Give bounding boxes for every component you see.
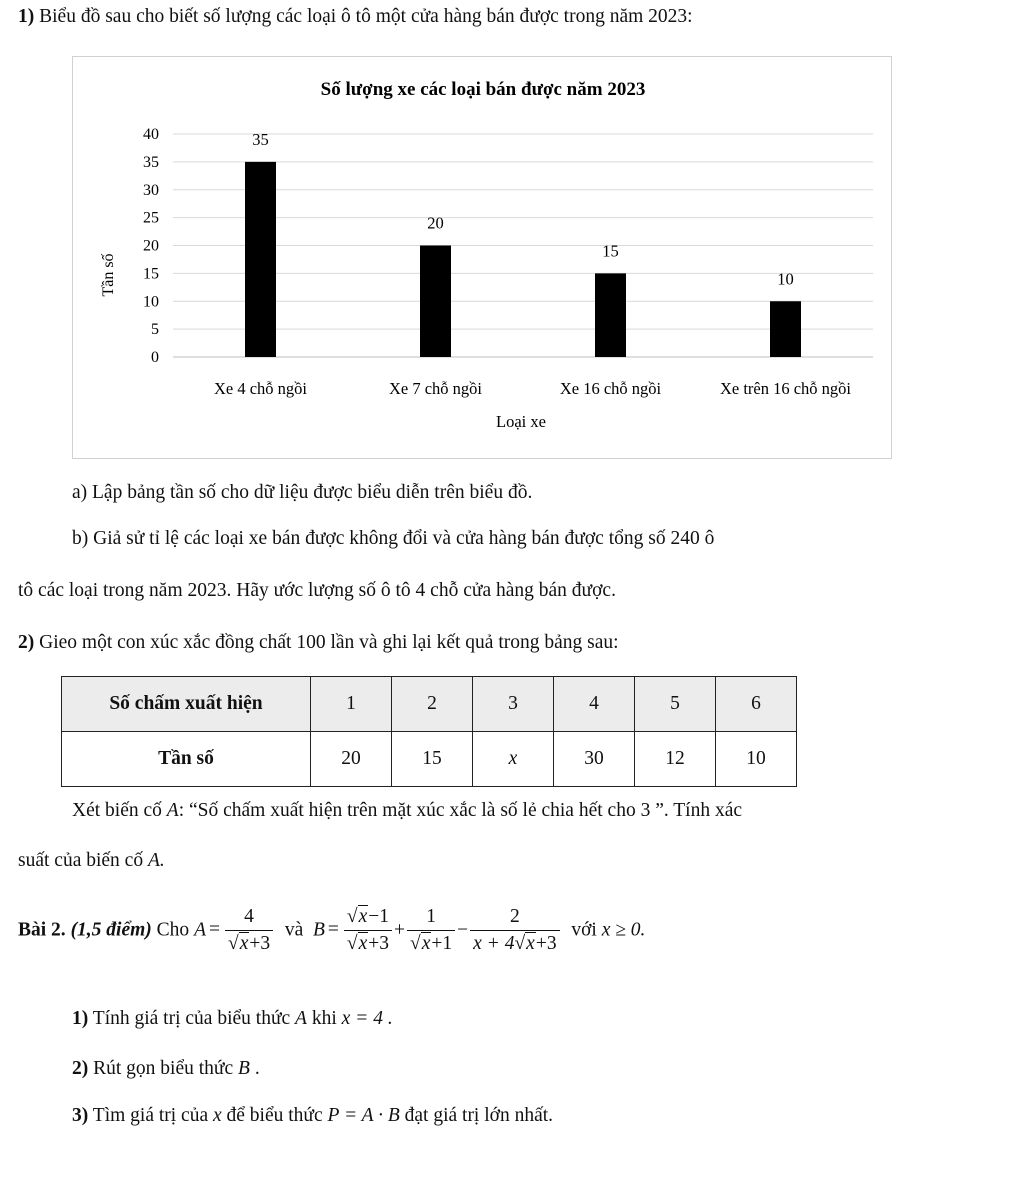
y-tick-label: 35 [143,153,159,171]
den-term: +3 [368,933,390,955]
fraction-denominator [344,931,392,955]
sqrt-symbol: √x [346,933,368,955]
item-var: x [213,1105,222,1126]
table-header-cell: 5 [635,677,716,732]
equals-sign: = [208,919,220,941]
bai2-points: (1,5 điểm) [70,919,152,941]
y-tick-label: 40 [143,126,159,143]
sqrt-symbol: √x [514,933,535,955]
data-label: 10 [777,269,794,289]
table-cell: 12 [635,732,716,787]
fraction-numerator: 1 [407,906,455,931]
bai2-item-1 [72,1008,393,1030]
table-header-row [62,677,797,732]
event-text: : “Số chấm xuất hiện trên mặt xúc xắc là số lẻ chia hết cho 3 ”. Tính xác [178,800,743,821]
minus-sign: − [457,919,469,941]
item-text: khi [306,1008,342,1029]
x-tick-label: Xe 4 chỗ ngồi [213,379,308,398]
fraction-B3 [470,906,559,956]
y-axis-label: Tần số [100,253,117,297]
sqrt-symbol: √x [410,933,431,955]
q1-part-b-line2: tô các loại trong năm 2023. Hãy ước lượng số ô tô 4 chỗ cửa hàng bán được. [18,580,616,601]
fraction-denominator [407,931,455,955]
y-tick-label: 30 [143,181,159,199]
item-label: 2) [72,1058,89,1079]
bai2-va: và [284,919,304,941]
den-term: x + 4 [473,933,515,955]
expr-A: A [194,919,206,941]
item-text: đạt giá trị lớn nhất. [399,1105,554,1126]
x-axis-label: Loại xe [496,412,546,431]
fraction-numerator: 4 [225,906,273,931]
bar-chart-svg [73,57,893,460]
y-tick-label: 5 [151,321,159,339]
data-label: 15 [602,241,619,261]
table-row-label: Tần số [62,732,311,787]
q1-intro-text: Biểu đồ sau cho biết số lượng các loại ô tô một cửa hàng bán được trong năm 2023: [39,6,693,27]
event-text: suất của biến cố [18,850,148,871]
item-text: . [249,1058,260,1079]
radicand: x [526,933,535,955]
event-var: A. [147,850,165,871]
sqrt-symbol: √x [227,933,249,955]
data-label: 20 [427,213,444,233]
bai2-cho: Cho [156,919,190,941]
fraction-denominator [470,931,559,955]
table-cell: 20 [311,732,392,787]
data-label: 35 [252,129,269,149]
chart-title: Số lượng xe các loại bán được năm 2023 [320,79,646,100]
q2-intro [18,632,619,654]
x-tick-label: Xe 16 chỗ ngồi [559,379,662,398]
bar [420,246,451,358]
bar [770,301,801,357]
q1-part-b-line1: b) Giả sử tỉ lệ các loại xe bán được không đổi và cửa hàng bán được tổng số 240 ô [72,528,715,549]
item-var: B [238,1058,250,1079]
y-tick-label: 20 [143,237,159,255]
y-tick-label: 10 [143,293,159,311]
item-label: 1) [72,1008,89,1029]
radicand: x [358,906,368,927]
x-tick-label: Xe trên 16 chỗ ngồi [719,379,852,398]
bai2-title: Bài 2. [18,919,66,941]
table-header-cell: 6 [716,677,797,732]
bai2-item-2 [72,1058,260,1080]
den-term: +3 [535,933,557,955]
dice-frequency-table [61,676,797,787]
event-var: A [166,800,179,821]
table-header-cell: 1 [311,677,392,732]
item-text: Tính giá trị của biểu thức [92,1008,296,1029]
fraction-denominator [225,931,273,955]
item-text: để biểu thức [221,1105,328,1126]
fraction-numerator: 2 [470,906,559,931]
den-term: +1 [431,933,453,955]
bai2-condition: x ≥ 0. [601,919,646,941]
radicand: x [239,933,249,955]
equals-sign: = [327,919,339,941]
table-cell: 15 [392,732,473,787]
den-term: +3 [249,933,271,955]
q1-part-a: a) Lập bảng tần số cho dữ liệu được biểu diễn trên biểu đồ. [72,482,533,503]
item-expr: x = 4 . [341,1008,393,1029]
bar-chart [72,56,892,459]
fraction-A [225,906,273,956]
q2-label: 2) [18,632,35,653]
y-tick-label: 15 [143,265,159,283]
table-header-cell: 2 [392,677,473,732]
q2-event-line1 [72,800,742,822]
q1-intro [18,6,693,28]
table-header-cell: 3 [473,677,554,732]
bar [245,162,276,357]
y-tick-label: 25 [143,209,159,227]
sqrt-symbol: √x [346,906,368,927]
event-text: Xét biến cố [72,800,167,821]
radicand: x [421,933,431,955]
item-text: Rút gọn biểu thức [93,1058,239,1079]
item-label: 3) [72,1105,89,1126]
table-header-cell: 4 [554,677,635,732]
item-expr: P = A · B [327,1105,400,1126]
bar [595,273,626,357]
radicand: x [358,933,368,955]
expr-B: B [313,919,325,941]
table-header-label: Số chấm xuất hiện [62,677,311,732]
plus-sign: + [394,919,406,941]
fraction-B1 [344,906,392,956]
bai2-statement [18,906,645,956]
table-cell: 10 [716,732,797,787]
table-cell: 30 [554,732,635,787]
fraction-B2 [407,906,455,956]
item-var: A [295,1008,307,1029]
bai2-voi: với [571,919,597,941]
y-tick-label: 0 [151,349,159,366]
bai2-item-3 [72,1105,553,1127]
table-row [62,732,797,787]
item-text: Tìm giá trị của [92,1105,213,1126]
table-cell-unknown: x [473,732,554,787]
x-tick-label: Xe 7 chỗ ngồi [388,379,483,398]
q2-event-line2 [18,850,165,872]
num-term: −1 [368,906,390,927]
fraction-numerator [344,906,392,931]
q2-text: Gieo một con xúc xắc đồng chất 100 lần và ghi lại kết quả trong bảng sau: [39,632,619,653]
q1-label: 1) [18,6,35,27]
